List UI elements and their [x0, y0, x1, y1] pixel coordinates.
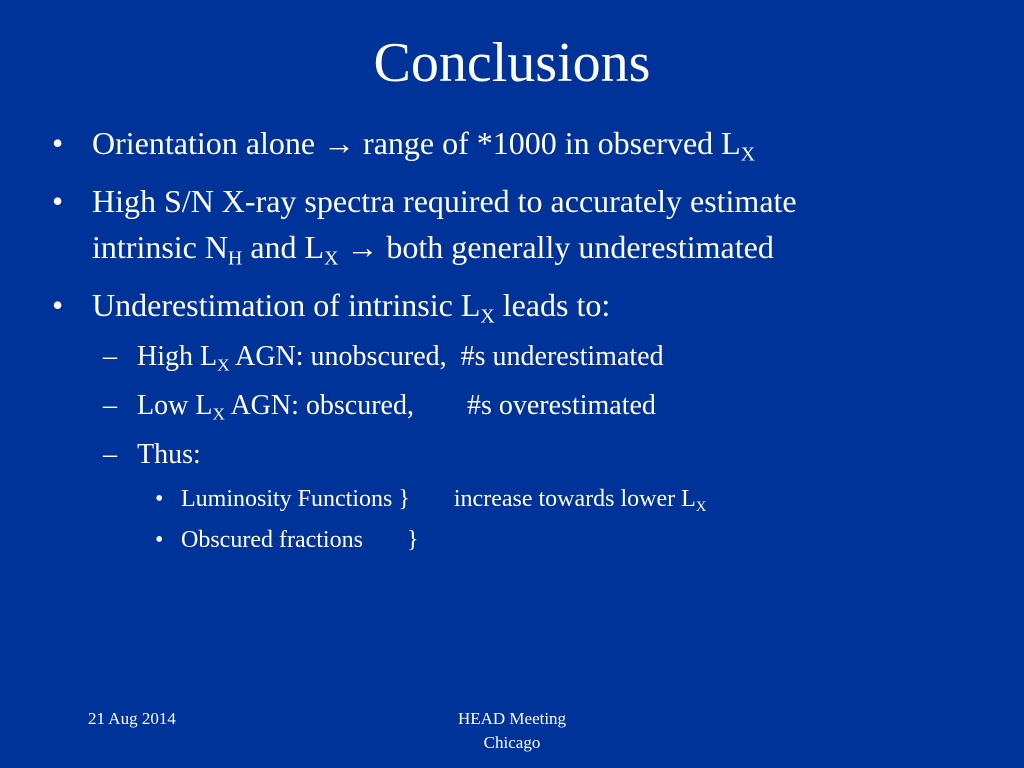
- bullet-text-line1: High S/N X-ray spectra required to accurately estimate: [92, 183, 797, 219]
- subscript-x: X: [695, 498, 707, 515]
- bullet-marker: •: [52, 125, 64, 161]
- footer-date: 21 Aug 2014: [88, 709, 176, 728]
- footer-event-line1: HEAD Meeting: [457, 709, 567, 728]
- subscript-x: X: [324, 247, 339, 270]
- subbullet-text-pre: High L: [137, 341, 218, 372]
- subbullet-text: Thus:: [137, 439, 201, 470]
- subbullet-text-mid: AGN: obscured,: [224, 390, 414, 421]
- brace: }: [406, 527, 419, 553]
- subbullet-text-pre: Low L: [137, 390, 213, 421]
- subsubbullet-text-mid: increase towards lower L: [453, 486, 696, 512]
- subbullet-text-mid: AGN: unobscured,: [229, 341, 447, 372]
- subsubbullet-obscured-fractions: [155, 523, 419, 557]
- subscript-h: H: [227, 247, 243, 270]
- bullet-text-line2-post: → both generally underestimated: [338, 229, 774, 265]
- bullet-underestimation: [52, 282, 611, 328]
- bullet-marker: •: [52, 183, 64, 219]
- slide-title: Conclusions: [373, 32, 651, 94]
- subsubbullet-text-pre: Luminosity Functions }: [181, 486, 410, 512]
- bullet-text-line2-pre: intrinsic N: [92, 229, 228, 265]
- bullet-spectra: [52, 178, 797, 224]
- subbullet-text-post: #s underestimated: [460, 341, 664, 372]
- footer-event: [412, 707, 612, 755]
- subscript-x: X: [212, 404, 225, 424]
- subscript-x: X: [740, 143, 756, 166]
- subbullet-thus: [103, 435, 201, 475]
- dash-marker: –: [103, 390, 117, 421]
- subsubbullet-text: Obscured fractions: [181, 527, 363, 553]
- bullet-text-post: leads to:: [494, 287, 611, 323]
- bullet-text-line2-mid: and L: [242, 229, 325, 265]
- subscript-x: X: [217, 355, 230, 375]
- subsubbullet-luminosity-functions: [155, 482, 707, 516]
- subbullet-text-post: #s overestimated: [466, 390, 656, 421]
- dash-marker: –: [103, 341, 117, 372]
- bullet-marker: •: [52, 287, 64, 323]
- subbullet-low-lx: [103, 386, 656, 426]
- subscript-x: X: [480, 305, 495, 328]
- bullet-spectra-continuation: [92, 224, 774, 270]
- footer-event-line2: Chicago: [483, 733, 541, 752]
- dash-marker: –: [103, 439, 117, 470]
- bullet-text: Orientation alone → range of *1000 in observed L: [92, 125, 741, 161]
- bullet-text-pre: Underestimation of intrinsic L: [92, 287, 481, 323]
- bullet-marker: •: [155, 486, 164, 512]
- bullet-orientation: [52, 120, 756, 166]
- subbullet-high-lx: [103, 337, 664, 377]
- bullet-marker: •: [155, 527, 164, 553]
